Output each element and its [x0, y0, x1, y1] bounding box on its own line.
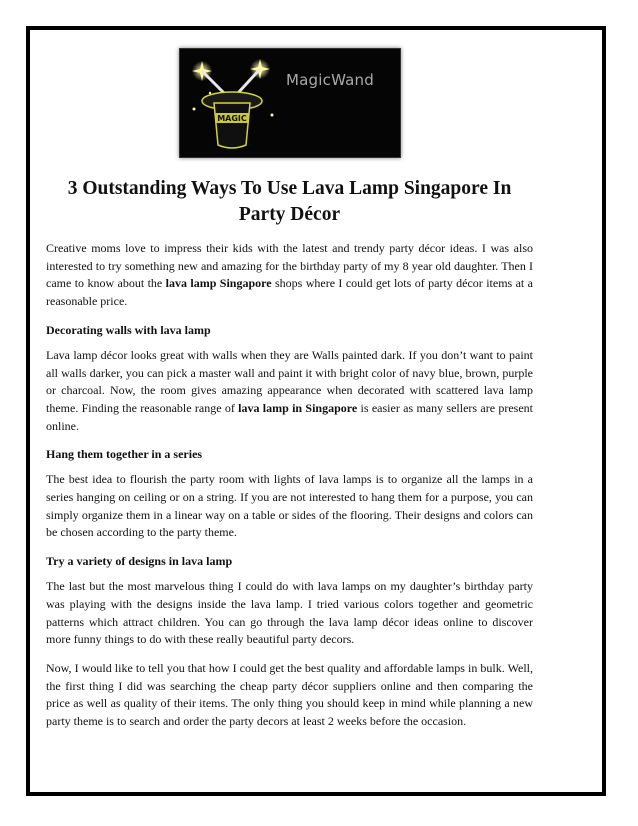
magicwand-logo: [179, 48, 401, 158]
lava-lamp-singapore-link: lava lamp Singapore: [165, 276, 272, 291]
section-designs-paragraph: The last but the most marvelous thing I could do with lava lamps on my daughter’s birthday party was playing with the designs inside the lava lamp. I tried various colors together and geometric patterns which attract children. You can go through the lava lamp décor ideas online to discover more funny things to do with these really beautiful party decors.: [46, 579, 533, 647]
lava-lamp-in-singapore-text: lava lamp in Singapore: [238, 400, 358, 415]
intro-text-end: shops where I could get lots of party décor items at a reasonable price.: [46, 276, 533, 309]
page-title: 3 Outstanding Ways To Use Lava Lamp Singapore In Party Décor: [67, 178, 512, 225]
logo-brand-text: MagicWand: [286, 71, 374, 89]
section-heading-walls: Decorating walls with lava lamp: [46, 322, 211, 337]
closing-paragraph: Now, I would like to tell you that how I could get the best quality and affordable lamps in bulk. Well, the first thing I did was searching the cheap party décor suppliers online and then comparing the price as well as quality of their items. The only thing you should keep in mind while planning a new party theme is to search and order the party decors at least 2 weeks before the occasion.: [46, 660, 533, 729]
section-heading-designs: Try a variety of designs in lava lamp: [46, 554, 233, 569]
article: [46, 176, 533, 742]
section-heading-series: Hang them together in a series: [46, 447, 203, 462]
magic-hat-wand-icon: [180, 49, 286, 157]
section-walls-paragraph: [46, 347, 533, 436]
section-series-paragraph: The best idea to flourish the party room with lights of lava lamps is to organize all the lamps in a series hanging on ceiling or on a string. If you are not interested to hang them for a purpose, you can simply organize them in a linear way on a table or sides of the flooring. Their designs and colors can be chosen according to the party theme.: [46, 472, 533, 540]
walls-text-end: is easier as many sellers are present online.: [46, 400, 533, 433]
walls-text-start: Lava lamp décor looks great with walls when they are Walls painted dark. If you don’t want to paint all walls darker, you can pick a master wall and paint it with bright color of navy blue, brown, purple or charcoal. Now, the room gives amazing appearance when decorated with scattered lava lamp theme. Finding the reasonable range of: [46, 347, 533, 415]
intro-text-start: Creative moms love to impress their kids with the latest and trendy party décor ideas. I was also interested to try something new and amazing for the birthday party of my 8 year old daughter. Then I came to know about the: [46, 241, 533, 291]
intro-paragraph: [46, 240, 533, 311]
svg-text:MAGIC: MAGIC: [217, 114, 247, 123]
